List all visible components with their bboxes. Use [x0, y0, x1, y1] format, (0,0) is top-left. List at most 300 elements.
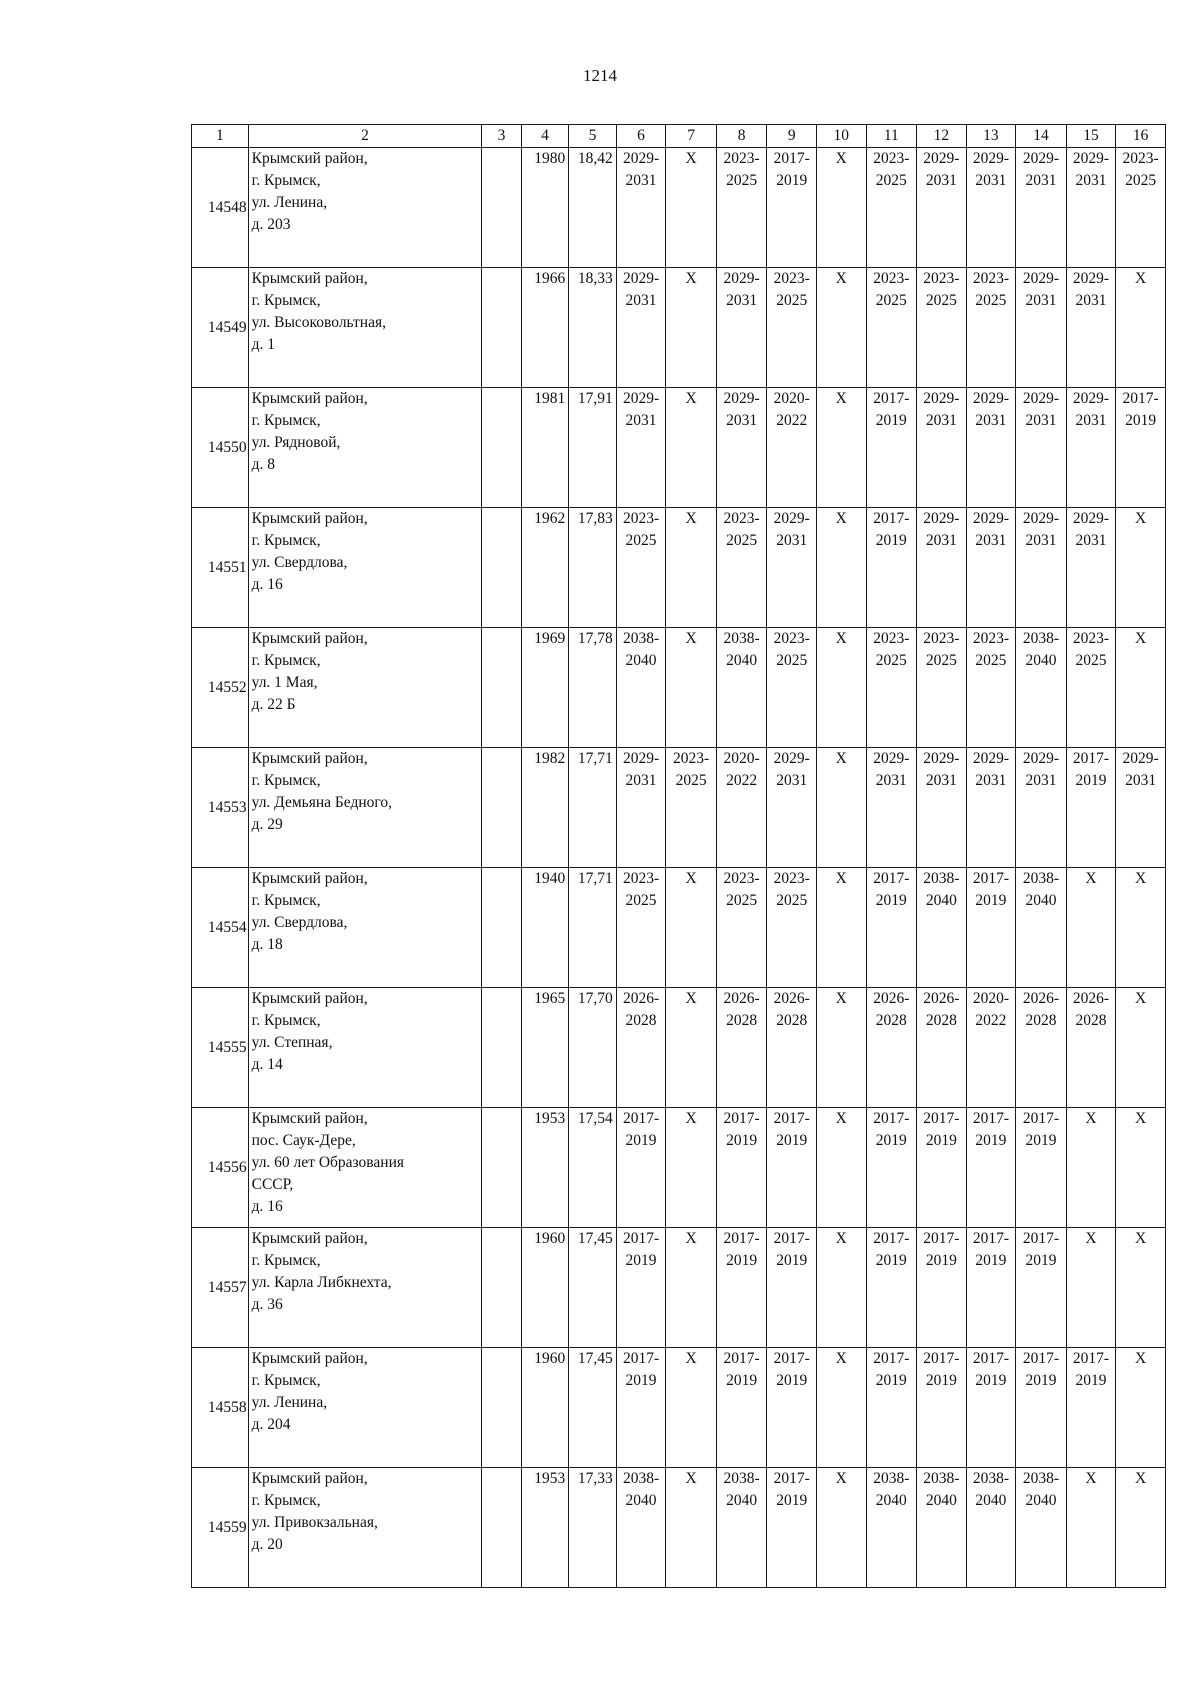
period-line: 2025: [925, 292, 957, 309]
period-cell: [1116, 388, 1166, 508]
column-3-cell: [482, 1228, 521, 1348]
header-row: [192, 125, 1166, 148]
period-line: 2031: [1025, 412, 1057, 429]
address-line: ул. Карла Либкнехта,: [251, 1274, 392, 1291]
period-line: X: [685, 1110, 697, 1127]
address-cell: [248, 388, 482, 508]
period-cell: [917, 628, 967, 748]
period-cell: [666, 1108, 717, 1228]
period-line: 2017-: [773, 1110, 810, 1127]
period-cell: [816, 1228, 866, 1348]
area-cell: 17,45: [569, 1348, 617, 1468]
address-cell: [248, 1108, 482, 1228]
period-cell: [1116, 988, 1166, 1108]
period-cell: [966, 508, 1016, 628]
period-line: 2029-: [972, 510, 1009, 527]
period-cell: [616, 268, 666, 388]
period-line: 2023-: [773, 870, 810, 887]
period-line: 2031: [975, 532, 1007, 549]
period-line: 2029-: [1022, 510, 1060, 527]
period-line: 2017-: [1122, 390, 1159, 407]
period-cell: [616, 1468, 666, 1588]
table-row: [192, 1108, 1166, 1228]
period-line: 2029-: [773, 510, 810, 527]
period-line: 2017-: [873, 390, 910, 407]
period-cell: [866, 628, 917, 748]
period-line: 2023-: [873, 150, 910, 167]
period-cell: [917, 748, 967, 868]
address-line: г. Крымск,: [251, 892, 321, 909]
year-cell: 1953: [521, 1108, 569, 1228]
period-line: 2023-: [923, 270, 960, 287]
period-cell: [966, 1348, 1016, 1468]
address-line: г. Крымск,: [251, 292, 321, 309]
period-line: X: [835, 630, 847, 647]
period-line: 2026-: [723, 990, 760, 1007]
address-line: ул. Рядновой,: [251, 434, 341, 451]
period-line: X: [1085, 870, 1097, 887]
period-cell: [816, 748, 866, 868]
period-cell: [1066, 868, 1116, 988]
period-cell: [1066, 628, 1116, 748]
address-line: д. 20: [251, 1536, 283, 1553]
period-cell: [767, 748, 817, 868]
period-line: 2017-: [873, 1350, 910, 1367]
period-line: 2019: [726, 1132, 758, 1149]
area-cell: 17,54: [569, 1108, 617, 1228]
period-line: X: [685, 1470, 697, 1487]
period-cell: [716, 628, 767, 748]
period-line: 2025: [1125, 172, 1157, 189]
period-line: 2022: [776, 412, 808, 429]
period-cell: [716, 1228, 767, 1348]
column-header: 10: [816, 125, 866, 148]
period-cell: [866, 508, 917, 628]
period-line: 2017-: [972, 870, 1009, 887]
period-line: 2031: [625, 412, 657, 429]
period-line: X: [685, 150, 697, 167]
period-line: 2029-: [622, 150, 660, 167]
period-cell: [1116, 1108, 1166, 1228]
table-row: [192, 1228, 1166, 1348]
period-line: 2025: [675, 772, 707, 789]
period-line: 2029-: [1022, 750, 1060, 767]
period-line: 2017-: [1022, 1350, 1060, 1367]
period-cell: [917, 988, 967, 1108]
period-line: 2025: [925, 652, 957, 669]
period-line: 2029-: [1022, 270, 1060, 287]
period-cell: [816, 148, 866, 268]
period-line: 2040: [1025, 892, 1057, 909]
period-line: 2038-: [972, 1470, 1009, 1487]
period-line: 2019: [776, 1132, 808, 1149]
period-cell: [966, 148, 1016, 268]
address-line: Крымский район,: [251, 1110, 368, 1127]
period-line: 2017-: [1072, 1350, 1110, 1367]
period-line: 2038-: [873, 1470, 910, 1487]
period-cell: [1016, 1348, 1067, 1468]
period-line: 2031: [1125, 772, 1157, 789]
period-line: 2026-: [1022, 990, 1060, 1007]
period-cell: [716, 148, 767, 268]
period-line: 2023-: [622, 510, 660, 527]
period-line: 2031: [1025, 532, 1057, 549]
period-cell: [866, 1108, 917, 1228]
period-line: 2023-: [923, 630, 960, 647]
period-line: 2023-: [723, 870, 760, 887]
period-line: 2025: [875, 172, 907, 189]
period-line: 2028: [726, 1012, 758, 1029]
column-3-cell: [482, 1108, 521, 1228]
period-line: 2038-: [1022, 1470, 1060, 1487]
period-cell: [767, 268, 817, 388]
period-line: 2019: [625, 1252, 657, 1269]
period-line: 2029-: [723, 270, 760, 287]
period-cell: [1066, 1108, 1116, 1228]
period-line: 2038-: [723, 1470, 760, 1487]
period-line: 2023-: [773, 270, 810, 287]
period-cell: [716, 1348, 767, 1468]
period-cell: [616, 388, 666, 508]
period-cell: [1016, 868, 1067, 988]
period-cell: [1066, 748, 1116, 868]
period-line: 2019: [776, 1252, 808, 1269]
period-cell: [716, 508, 767, 628]
period-cell: [816, 988, 866, 1108]
period-line: 2040: [726, 1492, 758, 1509]
address-line: ул. Привокзальная,: [251, 1514, 378, 1531]
address-line: ул. Высоковольтная,: [251, 314, 386, 331]
column-3-cell: [482, 1468, 521, 1588]
period-cell: [616, 1108, 666, 1228]
table-row: [192, 1468, 1166, 1588]
period-line: 2019: [925, 1132, 957, 1149]
address-line: Крымский район,: [251, 510, 368, 527]
period-line: 2025: [625, 892, 657, 909]
row-number: 14555: [192, 988, 249, 1108]
period-line: 2017-: [1022, 1230, 1060, 1247]
period-cell: [616, 1228, 666, 1348]
column-3-cell: [482, 748, 521, 868]
column-header: 4: [521, 125, 569, 148]
period-cell: [1016, 988, 1067, 1108]
period-line: 2031: [975, 412, 1007, 429]
period-line: 2031: [726, 292, 758, 309]
period-cell: [917, 868, 967, 988]
period-line: 2017-: [622, 1230, 660, 1247]
period-line: 2040: [1025, 1492, 1057, 1509]
period-line: 2019: [975, 1252, 1007, 1269]
period-line: 2019: [875, 1252, 907, 1269]
period-line: X: [685, 630, 697, 647]
period-cell: [1016, 1468, 1067, 1588]
period-line: 2019: [975, 1132, 1007, 1149]
period-line: 2025: [726, 172, 758, 189]
address-line: г. Крымск,: [251, 1252, 321, 1269]
period-line: 2017-: [622, 1350, 660, 1367]
address-line: ул. 1 Мая,: [251, 674, 318, 691]
period-line: 2031: [925, 412, 957, 429]
period-line: 2019: [875, 532, 907, 549]
period-line: 2038-: [723, 630, 760, 647]
address-line: Крымский район,: [251, 1230, 368, 1247]
period-line: 2029-: [923, 390, 960, 407]
period-cell: [966, 988, 1016, 1108]
period-line: 2026-: [923, 990, 960, 1007]
period-cell: [666, 748, 717, 868]
address-line: ул. Свердлова,: [251, 554, 348, 571]
period-line: X: [835, 750, 847, 767]
column-header: 14: [1016, 125, 1067, 148]
year-cell: 1962: [521, 508, 569, 628]
area-cell: 17,91: [569, 388, 617, 508]
period-line: X: [1135, 990, 1147, 1007]
period-line: X: [835, 270, 847, 287]
period-line: 2019: [875, 1132, 907, 1149]
period-cell: [1116, 1468, 1166, 1588]
period-cell: [816, 868, 866, 988]
column-header: 2: [248, 125, 482, 148]
period-line: 2029-: [723, 390, 760, 407]
period-line: 2017-: [1022, 1110, 1060, 1127]
period-cell: [866, 988, 917, 1108]
period-line: X: [685, 990, 697, 1007]
period-line: X: [685, 510, 697, 527]
period-line: X: [1135, 870, 1147, 887]
period-line: 2031: [975, 172, 1007, 189]
period-line: 2028: [625, 1012, 657, 1029]
address-line: г. Крымск,: [251, 1012, 321, 1029]
address-line: д. 1: [251, 336, 276, 353]
year-cell: 1953: [521, 1468, 569, 1588]
period-cell: [1016, 1108, 1067, 1228]
period-cell: [917, 508, 967, 628]
address-line: Крымский район,: [251, 390, 368, 407]
period-line: X: [835, 990, 847, 1007]
period-cell: [866, 148, 917, 268]
period-line: 2017-: [773, 1470, 810, 1487]
period-line: X: [685, 1350, 697, 1367]
period-line: 2031: [1025, 172, 1057, 189]
period-line: X: [835, 390, 847, 407]
address-line: г. Крымск,: [251, 772, 321, 789]
period-line: 2023-: [622, 870, 660, 887]
column-3-cell: [482, 1348, 521, 1468]
period-line: 2017-: [773, 150, 810, 167]
period-cell: [966, 268, 1016, 388]
period-line: X: [835, 150, 847, 167]
period-line: 2023-: [873, 270, 910, 287]
year-cell: 1980: [521, 148, 569, 268]
area-cell: 17,45: [569, 1228, 617, 1348]
period-line: 2025: [875, 652, 907, 669]
period-line: 2028: [925, 1012, 957, 1029]
period-line: 2040: [975, 1492, 1007, 1509]
period-line: 2040: [625, 652, 657, 669]
period-line: 2017-: [773, 1350, 810, 1367]
period-cell: [666, 868, 717, 988]
period-cell: [767, 1228, 817, 1348]
table-row: [192, 988, 1166, 1108]
column-3-cell: [482, 388, 521, 508]
period-line: 2022: [975, 1012, 1007, 1029]
period-line: 2019: [875, 892, 907, 909]
period-line: 2019: [875, 1372, 907, 1389]
period-line: 2038-: [1022, 630, 1060, 647]
period-line: 2031: [625, 772, 657, 789]
address-line: г. Крымск,: [251, 1492, 321, 1509]
period-cell: [816, 268, 866, 388]
area-cell: 18,42: [569, 148, 617, 268]
period-cell: [666, 148, 717, 268]
period-line: 2019: [1025, 1252, 1057, 1269]
period-line: 2017-: [873, 510, 910, 527]
period-line: 2031: [776, 532, 808, 549]
period-cell: [616, 148, 666, 268]
period-cell: [917, 1228, 967, 1348]
period-cell: [616, 628, 666, 748]
period-line: 2017-: [923, 1350, 960, 1367]
period-cell: [917, 1468, 967, 1588]
period-line: 2017-: [622, 1110, 660, 1127]
period-line: 2025: [726, 892, 758, 909]
period-line: X: [685, 1230, 697, 1247]
period-line: X: [835, 870, 847, 887]
period-cell: [666, 268, 717, 388]
address-line: ул. 60 лет Образования: [251, 1154, 405, 1171]
period-line: 2019: [925, 1372, 957, 1389]
period-cell: [1066, 508, 1116, 628]
period-line: 2023-: [972, 630, 1009, 647]
period-cell: [1066, 388, 1116, 508]
period-line: 2029-: [1022, 390, 1060, 407]
address-line: д. 22 Б: [251, 696, 296, 713]
address-cell: [248, 268, 482, 388]
period-line: 2029-: [1072, 390, 1110, 407]
period-line: 2031: [1075, 412, 1107, 429]
period-line: X: [1135, 1110, 1147, 1127]
period-line: 2019: [625, 1132, 657, 1149]
period-cell: [767, 1108, 817, 1228]
period-line: 2023-: [1072, 630, 1110, 647]
period-line: 2019: [776, 1372, 808, 1389]
address-line: Крымский район,: [251, 630, 368, 647]
period-cell: [1116, 868, 1166, 988]
period-line: 2017-: [873, 1110, 910, 1127]
period-cell: [1116, 148, 1166, 268]
period-line: 2031: [1025, 292, 1057, 309]
period-line: 2025: [975, 652, 1007, 669]
period-line: 2017-: [773, 1230, 810, 1247]
period-cell: [816, 388, 866, 508]
column-header: 16: [1116, 125, 1166, 148]
column-header: 1: [192, 125, 249, 148]
period-cell: [616, 508, 666, 628]
address-cell: [248, 148, 482, 268]
period-line: 2023-: [723, 150, 760, 167]
period-line: 2019: [726, 1372, 758, 1389]
year-cell: 1981: [521, 388, 569, 508]
period-cell: [816, 508, 866, 628]
period-cell: [866, 868, 917, 988]
table-row: [192, 628, 1166, 748]
table-row: [192, 868, 1166, 988]
period-cell: [1016, 748, 1067, 868]
row-number: 14549: [192, 268, 249, 388]
period-cell: [767, 148, 817, 268]
period-line: 2029-: [1072, 150, 1110, 167]
address-line: д. 8: [251, 456, 276, 473]
period-line: 2029-: [972, 150, 1009, 167]
period-cell: [1016, 148, 1067, 268]
period-line: 2029-: [622, 390, 660, 407]
year-cell: 1940: [521, 868, 569, 988]
period-cell: [666, 1228, 717, 1348]
area-cell: 17,71: [569, 748, 617, 868]
period-cell: [1066, 988, 1116, 1108]
table-row: [192, 268, 1166, 388]
period-line: 2031: [925, 172, 957, 189]
period-line: X: [685, 270, 697, 287]
period-line: 2017-: [723, 1350, 760, 1367]
period-cell: [767, 508, 817, 628]
period-cell: [716, 388, 767, 508]
period-cell: [616, 988, 666, 1108]
period-cell: [1016, 628, 1067, 748]
address-cell: [248, 988, 482, 1108]
column-header: 12: [917, 125, 967, 148]
period-line: 2029-: [972, 750, 1009, 767]
column-header: 7: [666, 125, 717, 148]
period-cell: [917, 388, 967, 508]
row-number: 14559: [192, 1468, 249, 1588]
period-cell: [616, 868, 666, 988]
period-line: X: [1085, 1230, 1097, 1247]
period-cell: [816, 1108, 866, 1228]
period-line: 2023-: [873, 630, 910, 647]
period-line: X: [835, 1470, 847, 1487]
period-line: X: [835, 510, 847, 527]
period-line: 2025: [1075, 652, 1107, 669]
period-line: 2017-: [873, 870, 910, 887]
period-cell: [966, 628, 1016, 748]
period-line: 2025: [875, 292, 907, 309]
period-line: X: [1135, 510, 1147, 527]
row-number: 14550: [192, 388, 249, 508]
period-line: 2022: [726, 772, 758, 789]
period-cell: [616, 1348, 666, 1468]
row-number: 14553: [192, 748, 249, 868]
column-header: 6: [616, 125, 666, 148]
period-line: 2040: [925, 892, 957, 909]
year-cell: 1966: [521, 268, 569, 388]
address-line: Крымский район,: [251, 1470, 368, 1487]
period-cell: [816, 1348, 866, 1468]
period-line: X: [685, 870, 697, 887]
period-line: X: [685, 390, 697, 407]
period-line: 2029-: [622, 750, 660, 767]
period-line: 2038-: [923, 1470, 960, 1487]
period-cell: [1116, 1228, 1166, 1348]
period-line: 2025: [726, 532, 758, 549]
address-line: Крымский район,: [251, 990, 368, 1007]
period-line: 2026-: [622, 990, 660, 1007]
period-cell: [716, 1108, 767, 1228]
row-number: 14558: [192, 1348, 249, 1468]
period-cell: [917, 1108, 967, 1228]
period-cell: [966, 1228, 1016, 1348]
column-header: 8: [716, 125, 767, 148]
